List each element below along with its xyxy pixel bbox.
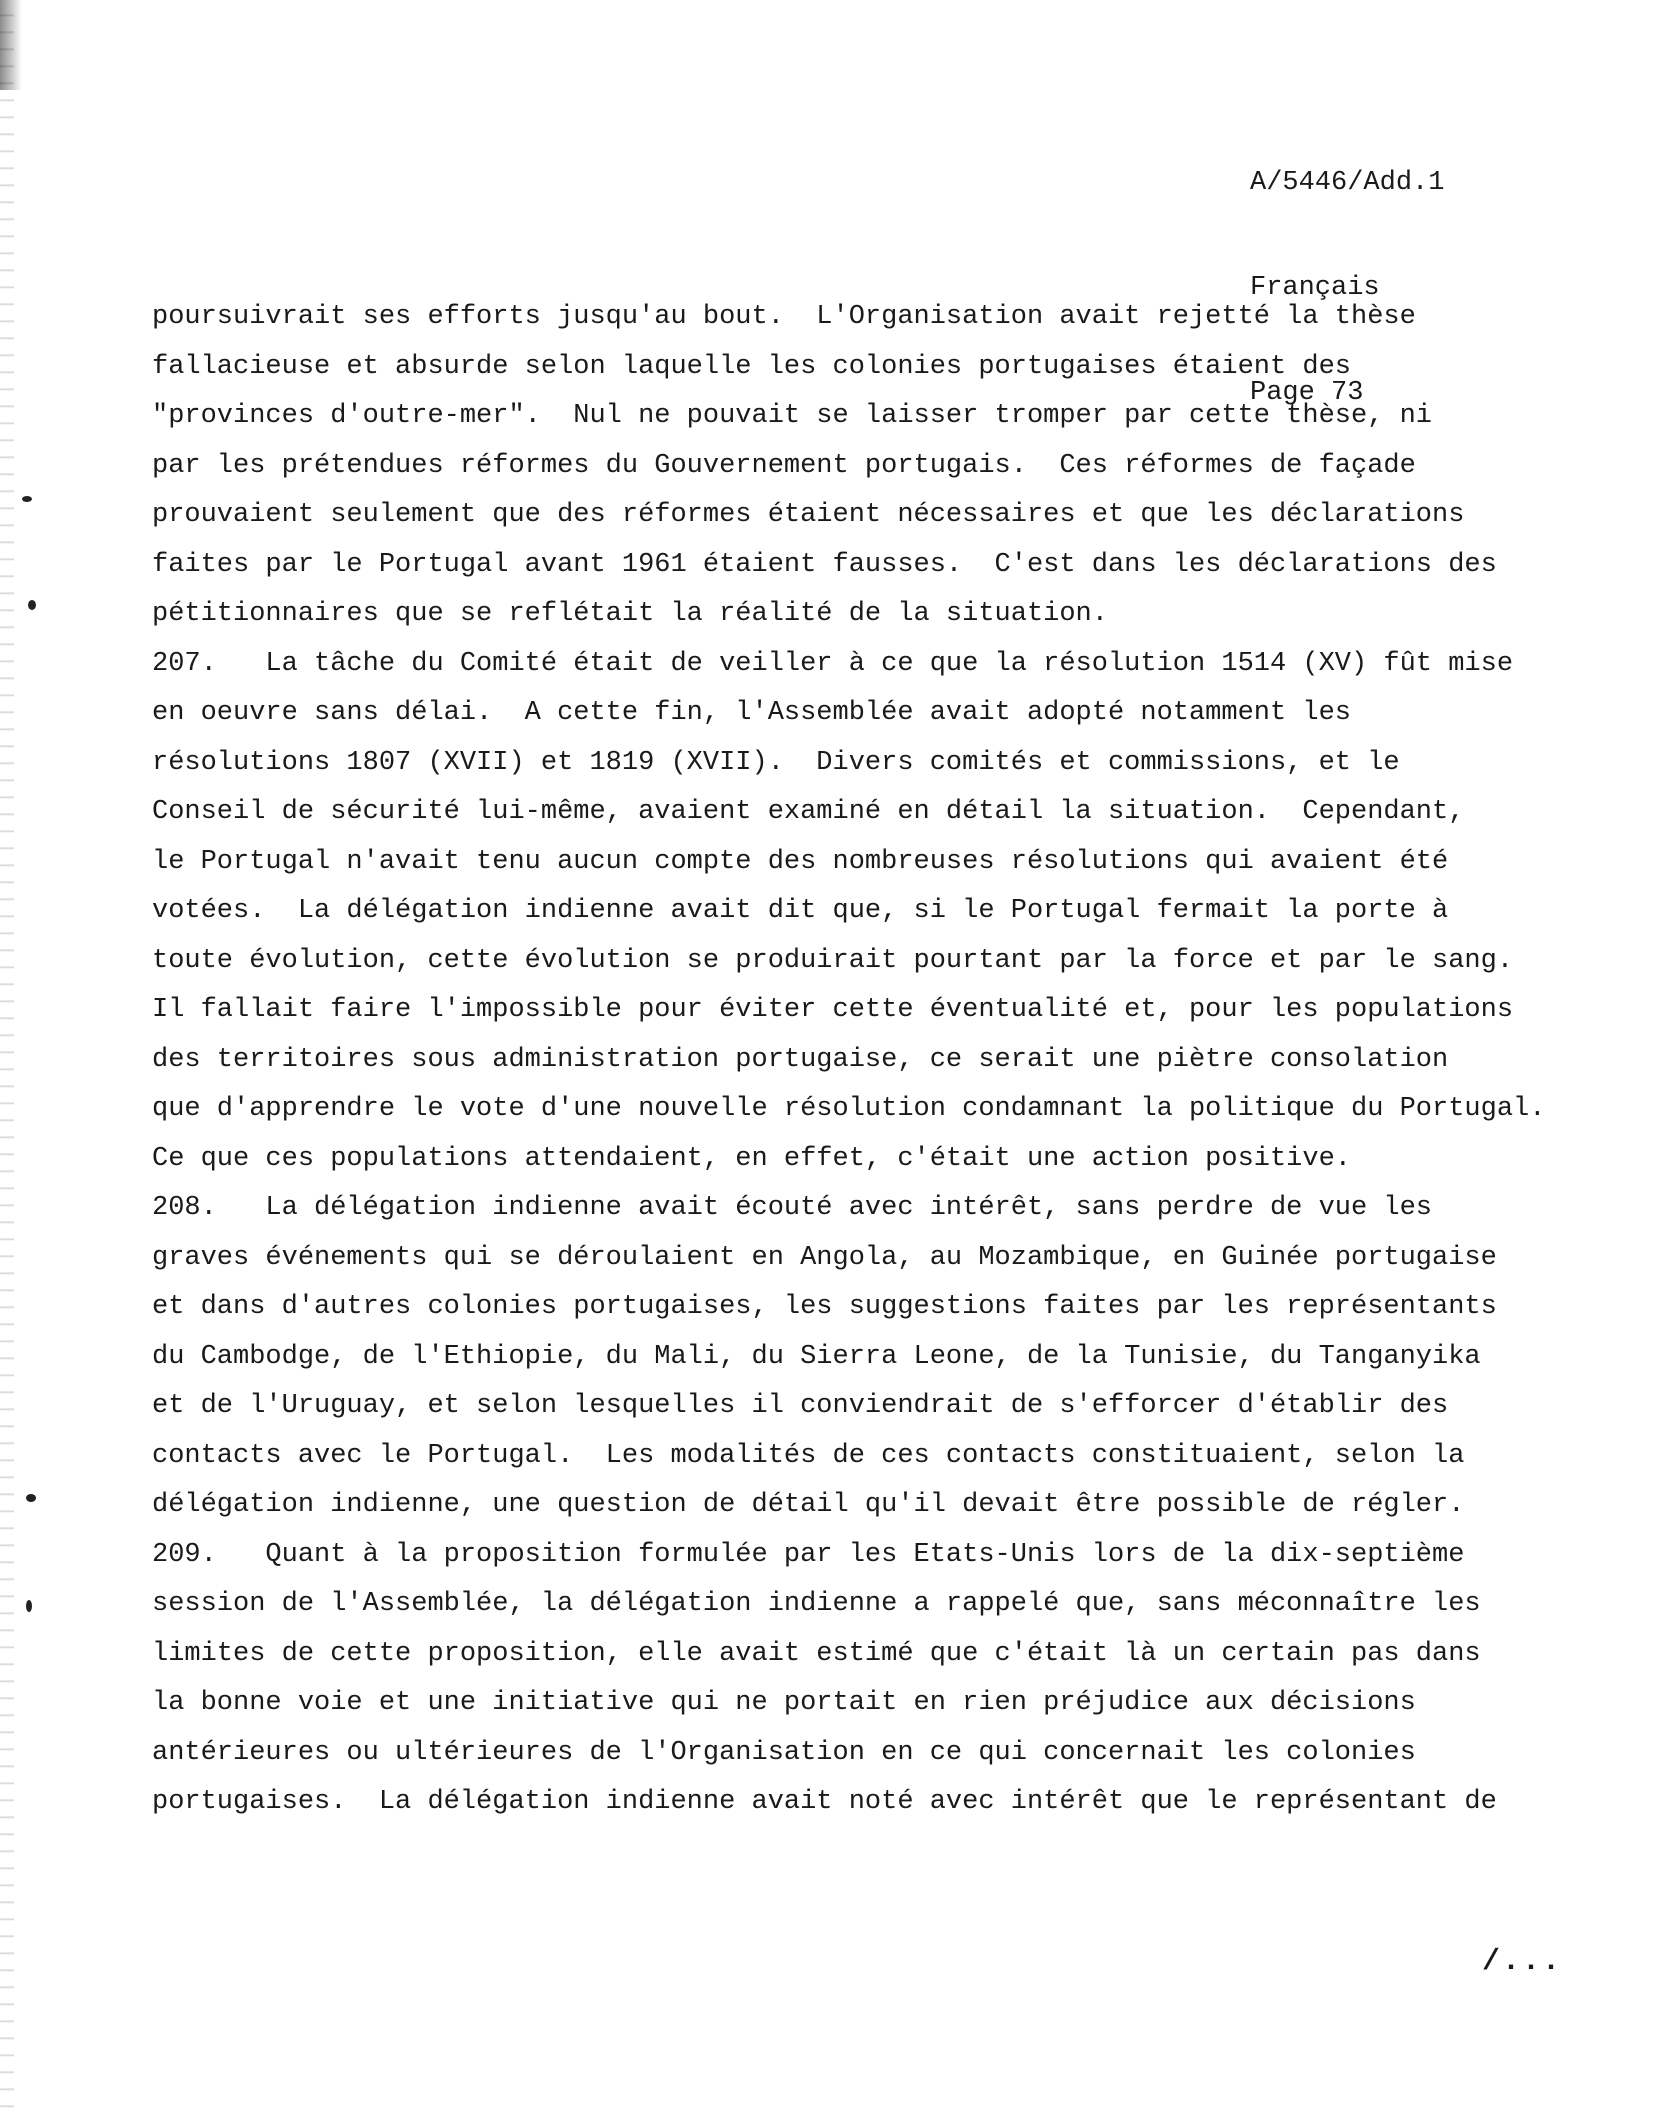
scan-edge-noise xyxy=(0,0,14,2112)
text-line: limites de cette proposition, elle avait estimé que c'était là un certain pas dans xyxy=(152,1638,1481,1669)
text-line: session de l'Assemblée, la délégation indienne a rappelé que, sans méconnaître les xyxy=(152,1589,1481,1619)
text-line: faites par le Portugal avant 1961 étaient fausses. C'est dans les déclarations des xyxy=(152,549,1497,580)
margin-speck xyxy=(28,600,36,610)
page-number: Page 73 xyxy=(1250,378,1364,408)
text-line: Conseil de sécurité lui-même, avaient examiné en détail la situation. Cependant, xyxy=(152,797,1465,827)
text-line: 209. Quant à la proposition formulée par les Etats-Unis lors de la dix-septième xyxy=(152,1539,1465,1570)
continuation-mark: /... xyxy=(1482,1945,1563,1979)
text-line: le Portugal n'avait tenu aucun compte des nombreuses résolutions qui avaient été xyxy=(152,846,1449,877)
text-line: par les prétendues réformes du Gouvernement portugais. Ces réformes de façade xyxy=(152,450,1416,481)
margin-speck xyxy=(22,496,32,502)
text-line: 207. La tâche du Comité était de veiller à ce que la résolution 1514 (XV) fût mise xyxy=(152,648,1514,679)
scan-corner-mark xyxy=(0,0,22,90)
text-line: et dans d'autres colonies portugaises, les suggestions faites par les représentants xyxy=(152,1292,1497,1322)
text-line: Ce que ces populations attendaient, en effet, c'était une action positive. xyxy=(152,1143,1351,1174)
margin-speck xyxy=(26,1494,36,1502)
text-line: des territoires sous administration portugaise, ce serait une piètre consolation xyxy=(152,1044,1449,1075)
body-text xyxy=(152,293,1552,1828)
text-line: votées. La délégation indienne avait dit que, si le Portugal fermait la porte à xyxy=(152,896,1449,926)
text-line: que d'apprendre le vote d'une nouvelle résolution condamnant la politique du Portugal. xyxy=(152,1094,1546,1124)
text-line: en oeuvre sans délai. A cette fin, l'Assemblée avait adopté notamment les xyxy=(152,698,1351,728)
text-line: résolutions 1807 (XVII) et 1819 (XVII). Divers comités et commissions, et le xyxy=(152,747,1400,778)
margin-speck xyxy=(26,1600,32,1612)
text-line: et de l'Uruguay, et selon lesquelles il conviendrait de s'efforcer d'établir des xyxy=(152,1391,1449,1421)
text-line: portugaises. La délégation indienne avait noté avec intérêt que le représentant de xyxy=(152,1787,1497,1817)
text-line: poursuivrait ses efforts jusqu'au bout. L'Organisation avait rejetté la thèse xyxy=(152,302,1416,332)
text-line: "provinces d'outre-mer". Nul ne pouvait se laisser tromper par cette thèse, ni xyxy=(152,401,1433,431)
document-symbol: A/5446/Add.1 xyxy=(1250,168,1445,198)
text-line: graves événements qui se déroulaient en Angola, au Mozambique, en Guinée portugaise xyxy=(152,1242,1497,1273)
text-line: antérieures ou ultérieures de l'Organisation en ce qui concernait les colonies xyxy=(152,1737,1416,1768)
text-line: la bonne voie et une initiative qui ne portait en rien préjudice aux décisions xyxy=(152,1688,1416,1718)
text-line: du Cambodge, de l'Ethiopie, du Mali, du Sierra Leone, de la Tunisie, du Tanganyika xyxy=(152,1341,1481,1372)
text-line: délégation indienne, une question de détail qu'il devait être possible de régler. xyxy=(152,1490,1465,1520)
text-line: toute évolution, cette évolution se produirait pourtant par la force et par le sang. xyxy=(152,945,1514,976)
text-line: 208. La délégation indienne avait écouté avec intérêt, sans perdre de vue les xyxy=(152,1193,1433,1223)
text-line: Il fallait faire l'impossible pour éviter cette éventualité et, pour les populations xyxy=(152,995,1514,1025)
text-line: contacts avec le Portugal. Les modalités de ces contacts constituaient, selon la xyxy=(152,1440,1465,1471)
document-language: Français xyxy=(1250,273,1380,303)
text-line: fallacieuse et absurde selon laquelle les colonies portugaises étaient des xyxy=(152,351,1351,382)
text-line: prouvaient seulement que des réformes étaient nécessaires et que les déclarations xyxy=(152,500,1465,530)
text-line: pétitionnaires que se reflétait la réalité de la situation. xyxy=(152,599,1108,629)
